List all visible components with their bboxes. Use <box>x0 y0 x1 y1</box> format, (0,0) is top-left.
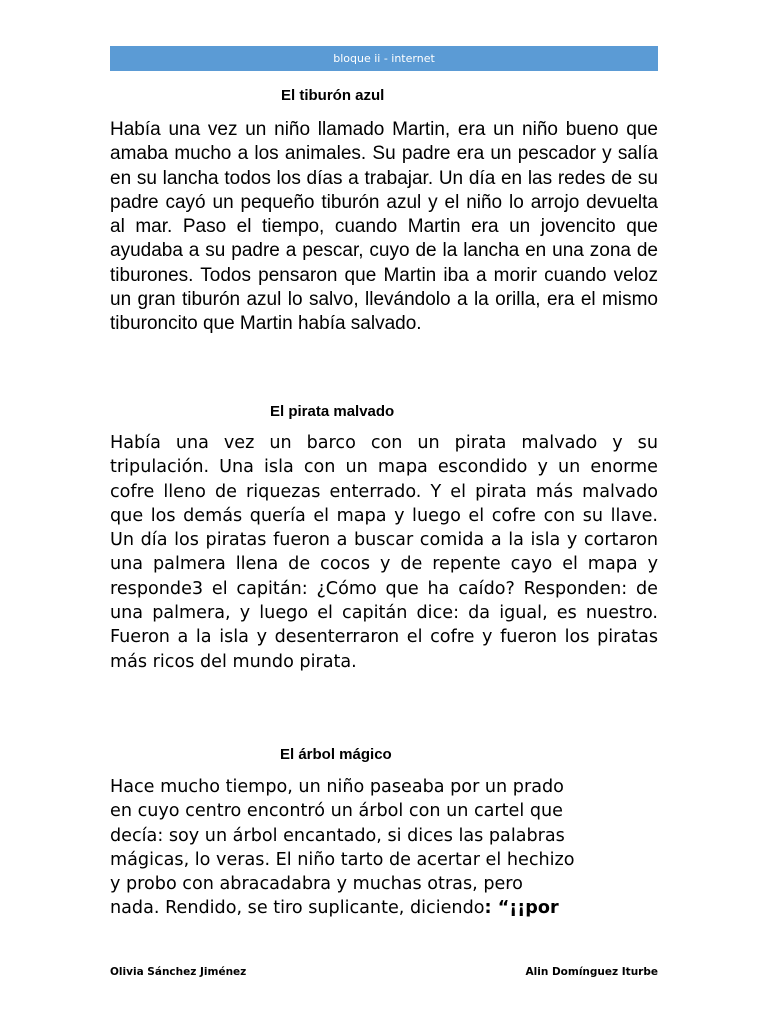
text-line: y probo con abracadabra y muchas otras, pero <box>110 874 523 895</box>
footer-author-right: Alin Domínguez Iturbe <box>525 966 658 978</box>
text-line: en cuyo centro encontró un árbol con un cartel que <box>110 801 564 822</box>
story-paragraph-arbol <box>110 775 658 921</box>
story-title-tiburon: El tiburón azul <box>281 87 385 104</box>
story-paragraph-pirata: Había una vez un barco con un pirata malvado y su tripulación. Una isla con un mapa escondido y un enorme cofre lleno de riquezas enterrado. Y el pirata más malvado que los demás quería el mapa y luego el cofre con su llave. Un día los piratas fueron a buscar comida a la isla y cortaron una palmera llena de cocos y de repente cayo el mapa y responde3 el capitán: ¿Cómo que ha caído? Responden: de una palmera, y luego el capitán dice: da igual, es nuestro. Fueron a la isla y desenterraron el cofre y fueron los piratas más ricos del mundo pirata. <box>110 433 658 672</box>
story-title-pirata: El pirata malvado <box>270 403 395 420</box>
text-line: decía: soy un árbol encantado, si dices las palabras <box>110 825 565 846</box>
story-paragraph-tiburon: Había una vez un niño llamado Martin, era un niño bueno que amaba mucho a los animales. Su padre era un pescador y salía en su lancha todos los días a trabajar. Un día en las redes de su padre cayó un pequeño tiburón azul y el niño lo arrojo devuelta al mar. Paso el tiempo, cuando Martin era un jovencito que ayudaba a su padre a pescar, cuyo de la lancha en una zona de tiburones. Todos pensaron que Martin iba a morir cuando veloz un gran tiburón azul lo salvo, llevándolo a la orilla, era el mismo tiburoncito que Martin había salvado. <box>110 119 658 335</box>
bold-tail: : “¡¡por <box>484 898 559 919</box>
footer-author-left: Olivia Sánchez Jiménez <box>110 966 247 978</box>
text-line-body: nada. Rendido, se tiro suplicante, diciendo <box>110 898 485 919</box>
text-line: Hace mucho tiempo, un niño paseaba por un prado <box>110 777 564 797</box>
story-title-arbol: El árbol mágico <box>280 746 392 763</box>
text-line-last <box>110 896 658 920</box>
text-line: mágicas, lo veras. El niño tarto de acertar el hechizo <box>110 849 575 870</box>
page-header: bloque ii - internet <box>110 46 658 71</box>
